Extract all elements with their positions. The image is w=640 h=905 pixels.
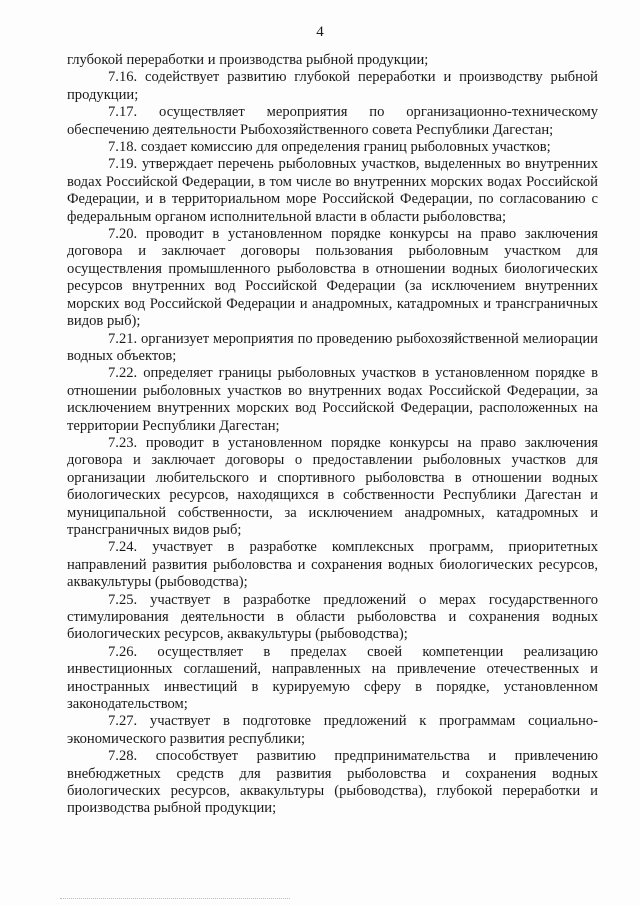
page-number: 4 [316, 24, 324, 40]
clause-paragraph: 7.24. участвует в разработке комплексных программ, приоритетных направлений развития рыболовства и сохранения водных биологических ресурсов, аквакультуры (рыбоводства); [67, 539, 598, 591]
clause-paragraph: 7.19. утверждает перечень рыболовных участков, выделенных во внутренних водах Российской Федерации, в том числе во внутренних морских водах Российской Федерации, и в территориальном море Российской Федерации, по согласованию с федеральным органом исполнительной власти в области рыболовства; [67, 156, 598, 225]
continued-paragraph: глубокой переработки и производства рыбной продукции; [67, 52, 429, 68]
clause-paragraph: 7.16. содействует развитию глубокой переработки и производству рыбной продукции; [67, 69, 598, 103]
clause-paragraph: 7.25. участвует в разработке предложений о мерах государственного стимулирования деятельности в области рыболовства и сохранения водных биологических ресурсов, аквакультуры (рыбоводства); [67, 591, 598, 643]
document-body [67, 52, 598, 818]
clause-paragraph: 7.20. проводит в установленном порядке конкурсы на право заключения договора и заключает договоры пользования рыболовным участком для осуществления промышленного рыболовства в отношении водных биологических ресурсов внутренних вод Российской Федерации (за исключением внутренних морских вод Российской Федерации и анадромных, катадромных и трансграничных видов рыб); [67, 226, 598, 330]
clause-paragraph: 7.28. способствует развитию предпринимательства и привлечению внебюджетных средств для развития рыболовства и сохранения водных биологических ресурсов, аквакультуры (рыбоводства), глубокой переработки и производства рыбной продукции; [67, 748, 598, 817]
clause-paragraph: 7.18. создает комиссию для определения границ рыболовных участков; [108, 139, 551, 156]
clause-paragraph: 7.23. проводит в установленном порядке конкурсы на право заключения договора и заключает договоры о предоставлении рыболовных участков для организации любительского и спортивного рыболовства в отношении водных биологических ресурсов, находящихся в собственности Республики Дагестан и муниципальной собственности, за исключением анадромных, катадромных и трансграничных видов рыб; [67, 434, 598, 538]
clause-paragraph: 7.27. участвует в подготовке предложений к программам социально-экономического развития республики; [67, 713, 598, 747]
clause-paragraph: 7.21. организует мероприятия по проведению рыбохозяйственной мелиорации водных объектов; [67, 330, 598, 364]
clause-paragraph: 7.26. осуществляет в пределах своей компетенции реализацию инвестиционных соглашений, направленных на привлечение отечественных и иностранных инвестиций в курируемую сферу в порядке, установленном законодательством; [67, 643, 598, 713]
clause-paragraph: 7.22. определяет границы рыболовных участков в установленном порядке в отношении рыболовных участков во внутренних водах Российской Федерации, за исключением внутренних морских вод Российской Федерации, расположенных на территории Республики Дагестан; [67, 365, 598, 434]
clause-paragraph: 7.17. осуществляет мероприятия по организационно-техническому обеспечению деятельности Рыбохозяйственного совета Республики Дагестан; [67, 104, 598, 138]
scan-edge-mark [60, 898, 290, 900]
